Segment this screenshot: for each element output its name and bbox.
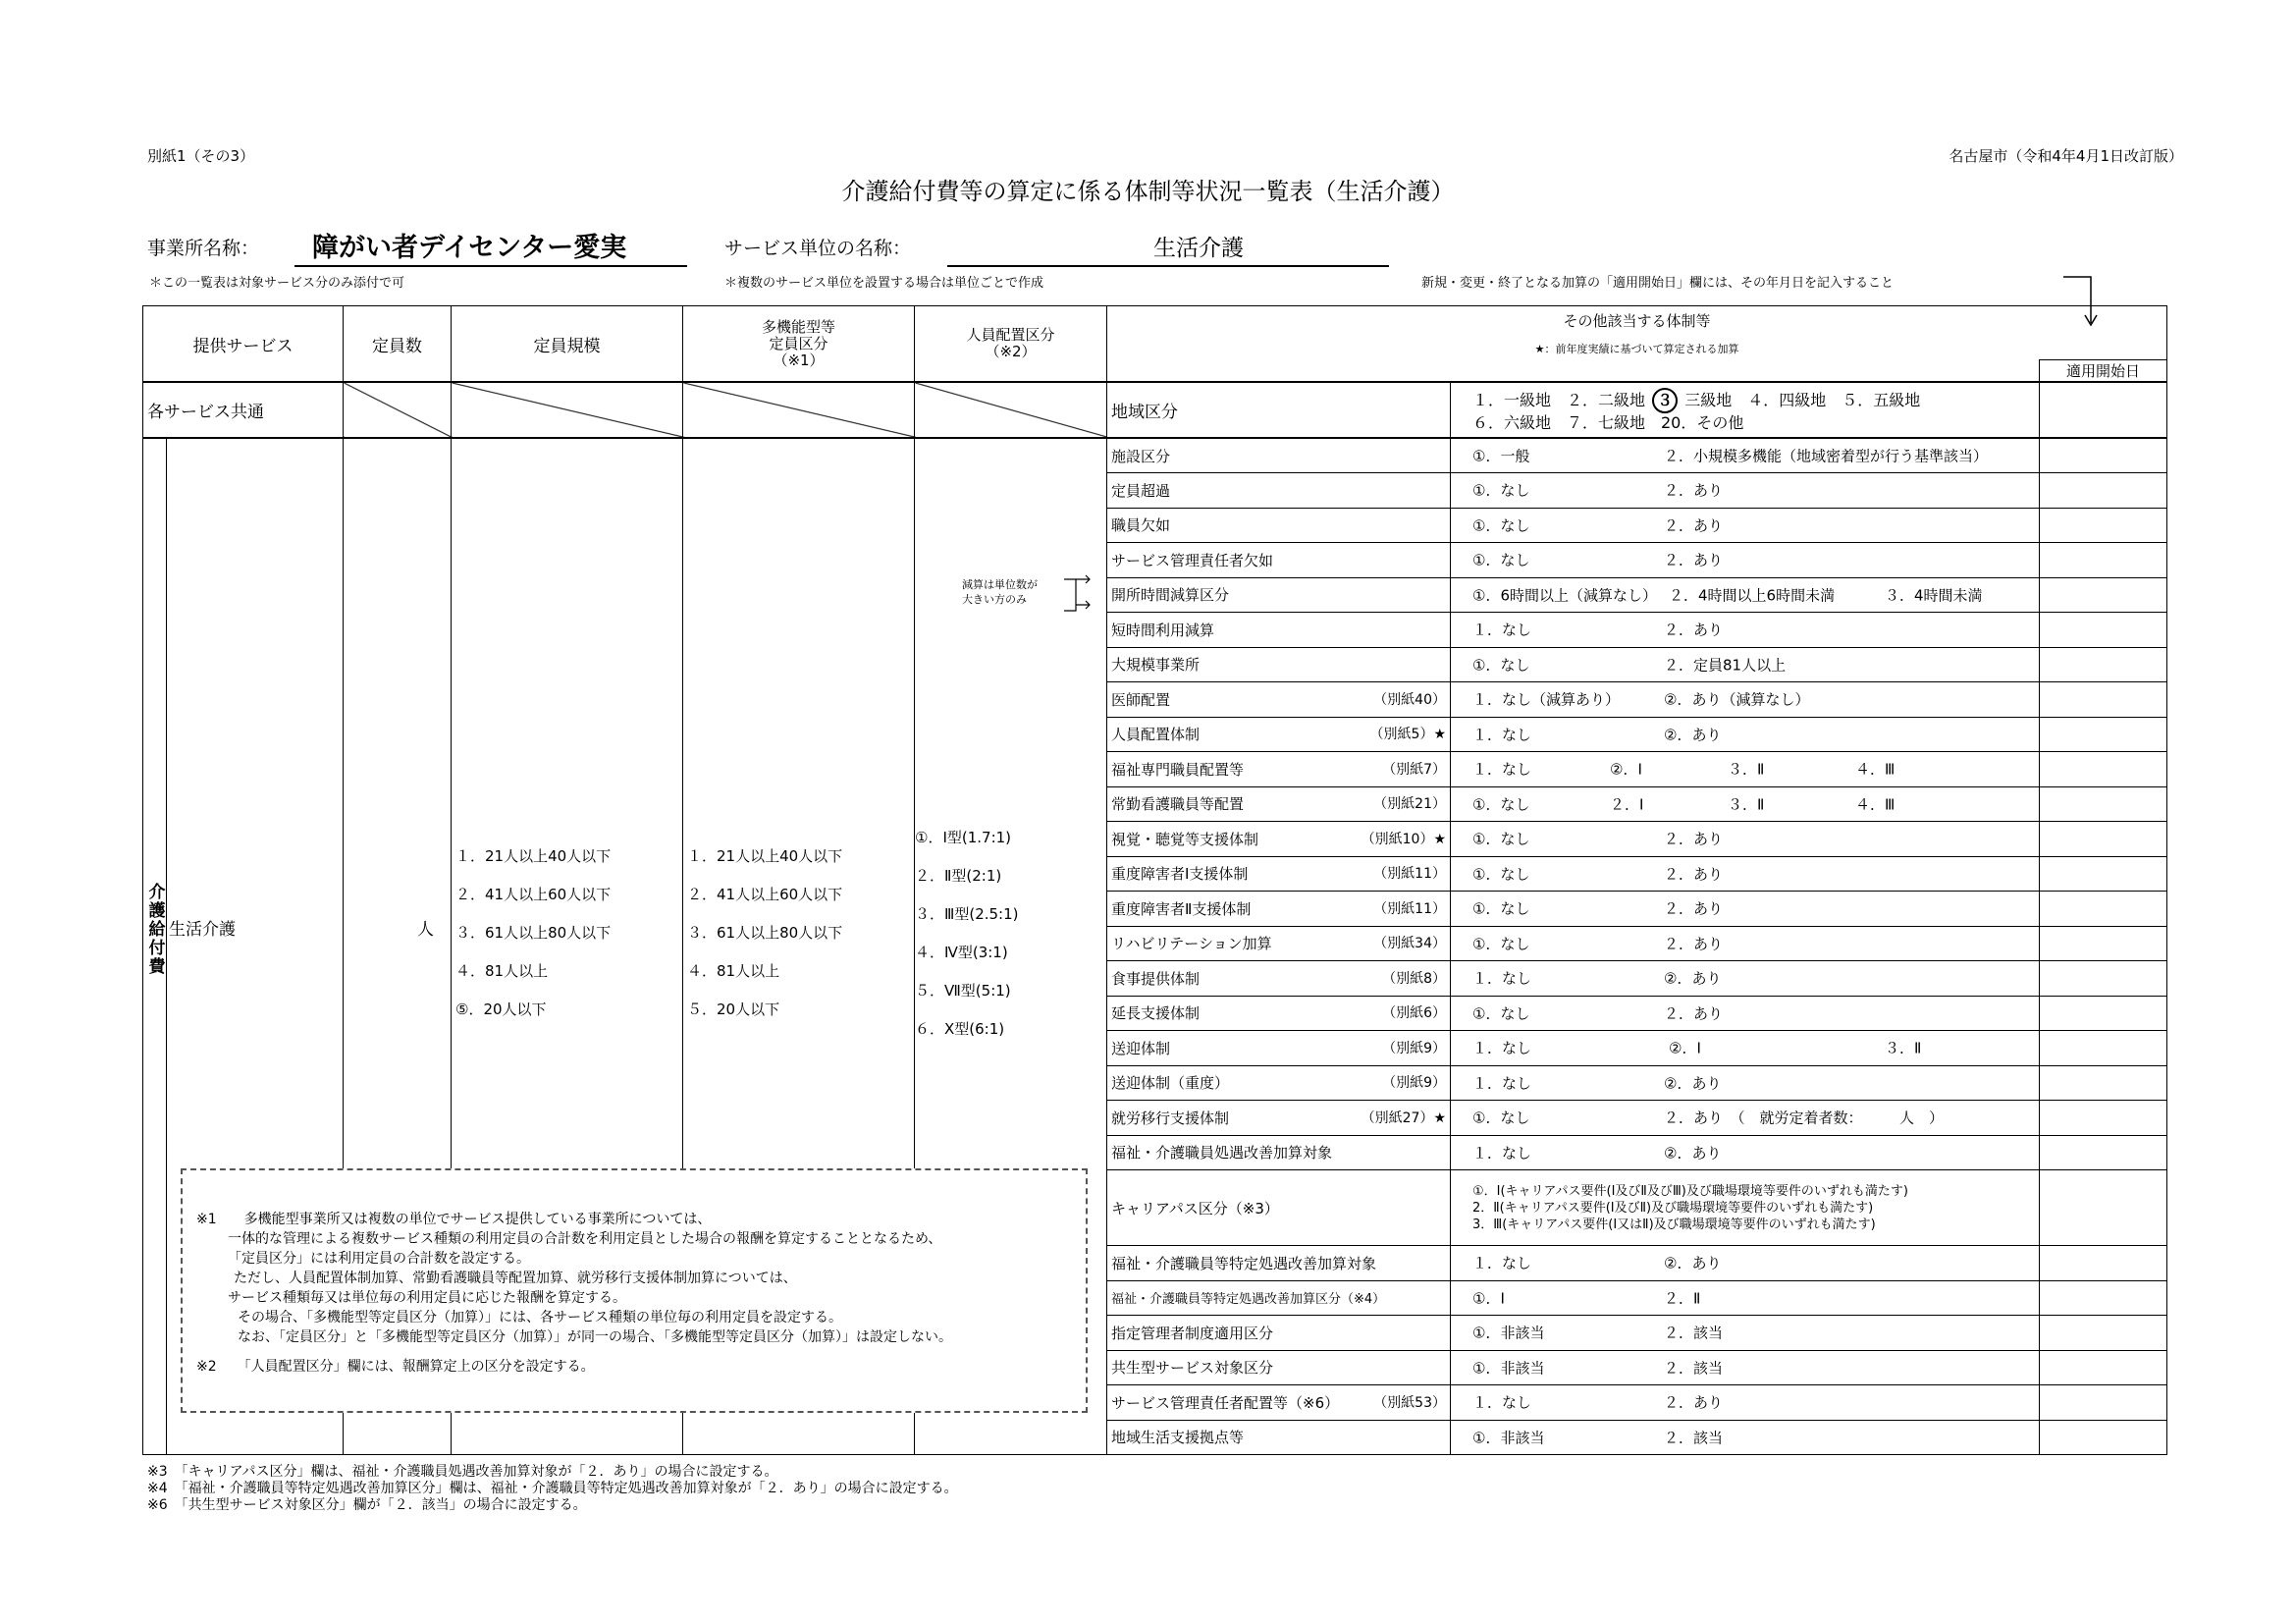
col-staff-header <box>915 306 1107 383</box>
item-options[interactable] <box>1451 1101 2040 1136</box>
item-options[interactable] <box>1451 856 2040 892</box>
item-option[interactable]: ３．4時間未満 <box>1885 586 1983 605</box>
footnote-6: ※6 「共生型サービス対象区分」欄が「２．該当」の場合に設定する。 <box>147 1497 587 1513</box>
career-path-option[interactable]: 3．Ⅲ(キャリアパス要件(Ⅰ又はⅡ)及び職場環境等要件のいずれも満たす) <box>1472 1217 1876 1232</box>
option-staff-3[interactable]: ４．Ⅳ型(3:1) <box>915 944 1008 961</box>
item-options[interactable] <box>1451 1135 2040 1170</box>
item-start-date[interactable] <box>2040 438 2167 473</box>
item-option[interactable]: ２．あり <box>1664 935 1724 953</box>
item-label <box>1107 508 1451 543</box>
item-start-date[interactable] <box>2040 577 2167 613</box>
common-staff-slash <box>915 382 1107 438</box>
item-ref: （別紙11） <box>1373 866 1446 883</box>
item-option[interactable]: ①．非該当 <box>1472 1359 1545 1378</box>
option-staff-4[interactable]: ５．Ⅶ型(5:1) <box>915 982 1011 1000</box>
item-start-date[interactable] <box>2040 961 2167 997</box>
item-start-date[interactable] <box>2040 822 2167 857</box>
item-option[interactable]: ２．あり <box>1664 865 1724 884</box>
item-ref: （別紙53） <box>1373 1394 1446 1411</box>
option-multi-0[interactable]: １．21人以上40人以下 <box>687 847 843 865</box>
item-label-text: 職員欠如 <box>1111 516 1171 535</box>
reduction-note-line2: 大きい方のみ <box>962 593 1027 606</box>
item-option[interactable]: ２．該当 <box>1664 1324 1724 1342</box>
col-staff-header-line2: （※2） <box>985 343 1037 360</box>
item-option[interactable]: ②．あり <box>1664 1074 1722 1093</box>
item-option[interactable]: ２．あり <box>1664 899 1724 918</box>
col-scale-header: 定員規模 <box>452 306 683 383</box>
item-start-date[interactable] <box>2040 1280 2167 1316</box>
col-other-header <box>1107 306 2167 360</box>
item-label <box>1107 961 1451 997</box>
item-start-date[interactable] <box>2040 752 2167 787</box>
office-label: 事業所名称： <box>147 238 260 259</box>
item-option[interactable]: ２．あり <box>1664 516 1724 535</box>
item-option[interactable]: ②．Ⅰ <box>1610 760 1642 779</box>
service-name: 生活介護 <box>169 920 236 940</box>
item-label <box>1107 786 1451 822</box>
item-ref: （別紙21） <box>1373 796 1446 813</box>
option-scale-0[interactable]: １．21人以上40人以下 <box>455 847 612 865</box>
item-option[interactable]: ２．4時間以上6時間未満 <box>1669 586 1836 605</box>
option-staff-1[interactable]: ２．Ⅱ型(2:1) <box>915 867 1002 885</box>
item-option[interactable]: ２．あり <box>1664 830 1724 848</box>
item-option[interactable]: ②．あり（減算なし） <box>1664 690 1810 709</box>
staff-options[interactable] <box>915 819 1019 1049</box>
item-options[interactable] <box>1451 1350 2040 1385</box>
item-label <box>1107 1101 1451 1136</box>
item-label <box>1107 438 1451 473</box>
item-ref: （別紙5）★ <box>1369 727 1446 743</box>
item-start-date[interactable] <box>2040 1101 2167 1136</box>
area-class-label: 地域区分 <box>1107 382 1451 438</box>
item-options[interactable] <box>1451 613 2040 648</box>
item-options[interactable] <box>1451 577 2040 613</box>
item-start-date[interactable] <box>2040 856 2167 892</box>
item-option[interactable]: ４．Ⅲ <box>1855 795 1896 814</box>
item-ref: （別紙11） <box>1373 900 1446 917</box>
item-option[interactable]: ①．非該当 <box>1472 1324 1545 1342</box>
area-class-options[interactable] <box>1451 382 2040 438</box>
area-options-line2: ６．六級地 ７．七級地 20．その他 <box>1472 413 1744 432</box>
option-scale-2[interactable]: ３．61人以上80人以下 <box>455 924 612 942</box>
item-start-date[interactable] <box>2040 1031 2167 1066</box>
item-start-date[interactable] <box>2040 1316 2167 1351</box>
item-label-text: 医師配置 <box>1111 690 1171 709</box>
common-capacity-slash <box>344 382 452 438</box>
career-path-start-date[interactable] <box>2040 1170 2167 1246</box>
option-staff-5[interactable]: ６．Ⅹ型(6:1) <box>915 1020 1005 1038</box>
item-option[interactable]: １．なし <box>1472 1393 1532 1412</box>
item-options[interactable] <box>1451 1420 2040 1455</box>
item-option[interactable]: ３．Ⅱ <box>1885 1039 1922 1057</box>
note-box-line2: 一体的な管理による複数サービス種類の利用定員の合計数を利用定員とした場合の報酬を算定することとなるため、 <box>228 1231 942 1247</box>
note-box-line5: サービス種類毎又は単位毎の利用定員に応じた報酬を算定する。 <box>228 1290 626 1306</box>
footnote-3: ※3 「キャリアパス区分」欄は、福祉・介護職員処遇改善加算対象が「２．あり」の場合に設定する。 <box>147 1464 778 1480</box>
item-label-text: 人員配置体制 <box>1111 726 1201 744</box>
item-option[interactable]: ２．あり <box>1664 1393 1724 1412</box>
option-scale-3[interactable]: ４．81人以上 <box>455 962 549 980</box>
item-options[interactable] <box>1451 752 2040 787</box>
item-label <box>1107 856 1451 892</box>
item-option[interactable]: ①．なし <box>1472 481 1530 500</box>
career-path-label: キャリアパス区分（※3） <box>1107 1170 1451 1246</box>
col-other-header-title: その他該当する体制等 <box>1563 311 1711 330</box>
col-multi-header-line2: 定員区分 <box>769 334 828 352</box>
item-options[interactable] <box>1451 717 2040 752</box>
notes-box <box>181 1168 1088 1413</box>
item-option[interactable]: ①．なし <box>1472 899 1530 918</box>
item-options[interactable] <box>1451 786 2040 822</box>
item-label-text: 開所時間減算区分 <box>1111 586 1230 605</box>
item-options[interactable] <box>1451 1031 2040 1066</box>
item-option[interactable]: ①．なし <box>1472 1004 1530 1023</box>
item-label-text: サービス管理責任者欠如 <box>1111 551 1274 569</box>
item-label <box>1107 682 1451 718</box>
item-option[interactable]: ②．あり <box>1664 726 1722 744</box>
item-option[interactable]: ２．あり <box>1664 481 1724 500</box>
col-other-header-note: ★：前年度実績に基づいて算定される加算 <box>1534 342 1739 355</box>
unit-underline <box>947 265 1389 267</box>
item-ref: （別紙8） <box>1382 970 1446 987</box>
item-option[interactable]: ①．なし <box>1472 1109 1530 1127</box>
option-scale-1[interactable]: ２．41人以上60人以下 <box>455 886 612 903</box>
item-option[interactable]: ②．あり <box>1664 969 1722 988</box>
item-option[interactable]: ①．一般 <box>1472 447 1530 465</box>
item-option[interactable]: ２．Ⅱ <box>1664 1289 1701 1308</box>
item-options[interactable] <box>1451 1316 2040 1351</box>
item-label <box>1107 473 1451 509</box>
reduction-note-line1: 減算は単位数が <box>962 578 1038 591</box>
item-option[interactable]: １．なし <box>1472 1144 1532 1163</box>
item-label-text: 食事提供体制 <box>1111 969 1201 988</box>
item-option[interactable]: ①．非該当 <box>1472 1429 1545 1447</box>
item-option[interactable]: ２．あり <box>1664 551 1724 569</box>
page-title: 介護給付費等の算定に係る体制等状況一覧表（生活介護） <box>841 178 1455 205</box>
col-start-date-header: 適用開始日 <box>2040 360 2167 383</box>
col-multi-header-line1: 多機能型等 <box>761 317 835 336</box>
item-option[interactable]: ２．Ⅰ <box>1610 795 1644 814</box>
item-label-text: 地域生活支援拠点等 <box>1111 1429 1245 1447</box>
item-option[interactable]: ①．6時間以上（減算なし） <box>1472 586 1657 605</box>
item-option[interactable]: ①．なし <box>1472 830 1530 848</box>
item-label-text: 共生型サービス対象区分 <box>1111 1359 1274 1378</box>
item-start-date[interactable] <box>2040 613 2167 648</box>
item-option[interactable]: ２．定員81人以上 <box>1664 656 1787 675</box>
item-label <box>1107 1246 1451 1281</box>
item-options[interactable] <box>1451 647 2040 682</box>
item-start-date[interactable] <box>2040 996 2167 1031</box>
col-multi-header <box>683 306 915 383</box>
item-option[interactable]: ２．該当 <box>1664 1429 1724 1447</box>
item-options[interactable] <box>1451 508 2040 543</box>
item-start-date[interactable] <box>2040 647 2167 682</box>
item-label-text: 施設区分 <box>1111 447 1171 465</box>
item-label-text: 視覚・聴覚等支援体制 <box>1111 830 1259 848</box>
item-label <box>1107 822 1451 857</box>
item-options[interactable] <box>1451 996 2040 1031</box>
item-start-date[interactable] <box>2040 1246 2167 1281</box>
item-label <box>1107 996 1451 1031</box>
item-start-date[interactable] <box>2040 1385 2167 1421</box>
item-label-text: 延長支援体制 <box>1111 1004 1201 1023</box>
item-option[interactable]: ３．Ⅱ <box>1728 760 1765 779</box>
item-ref: （別紙9） <box>1382 1075 1446 1092</box>
unit-name: 生活介護 <box>1153 236 1244 261</box>
item-label-text: 福祉・介護職員処遇改善加算対象 <box>1111 1144 1333 1163</box>
item-option[interactable]: ２．あり （ 就労定着者数： 人 ） <box>1664 1109 1945 1127</box>
item-option[interactable]: １．なし <box>1472 1039 1532 1057</box>
item-options[interactable] <box>1451 822 2040 857</box>
item-option[interactable]: １．なし <box>1472 1074 1532 1093</box>
item-label <box>1107 1135 1451 1170</box>
col-multi-header-line3: （※1） <box>773 351 825 369</box>
item-option[interactable]: １．なし <box>1472 726 1532 744</box>
capacity-unit: 人 <box>417 920 434 940</box>
office-underline <box>294 265 687 267</box>
option-multi-1[interactable]: ２．41人以上60人以下 <box>687 886 843 903</box>
item-option[interactable]: ①．なし <box>1472 551 1530 569</box>
item-start-date[interactable] <box>2040 1420 2167 1455</box>
career-path-option[interactable]: 2．Ⅱ(キャリアパス要件(Ⅰ及びⅡ)及び職場環境等要件のいずれも満たす) <box>1472 1200 1874 1216</box>
common-scale-slash <box>452 382 683 438</box>
item-label-text: 大規模事業所 <box>1111 656 1201 675</box>
common-row-label: 各サービス共通 <box>143 382 344 438</box>
career-path-option[interactable]: ①．Ⅰ(キャリアパス要件(Ⅰ及びⅡ及びⅢ)及び職場環境等要件のいずれも満たす) <box>1472 1183 1908 1199</box>
item-option[interactable]: ②．Ⅰ <box>1669 1039 1701 1057</box>
item-label <box>1107 752 1451 787</box>
option-multi-3[interactable]: ４．81人以上 <box>687 962 780 980</box>
item-option[interactable]: ①．なし <box>1472 795 1530 814</box>
item-options[interactable] <box>1451 926 2040 961</box>
item-option[interactable]: ①．なし <box>1472 516 1530 535</box>
option-scale-4[interactable]: ⑤．20人以下 <box>455 1001 547 1018</box>
item-label-text: サービス管理責任者配置等（※6） <box>1111 1393 1340 1412</box>
item-option[interactable]: １．なし（減算あり） <box>1472 690 1621 709</box>
item-option[interactable]: １．なし <box>1472 621 1532 639</box>
col-capacity-header: 定員数 <box>344 306 452 383</box>
item-options[interactable] <box>1451 1246 2040 1281</box>
item-start-date[interactable] <box>2040 1350 2167 1385</box>
item-ref: （別紙7） <box>1382 761 1446 778</box>
area-selected-circle: ３ <box>1652 388 1678 413</box>
bracket-arrow-icon <box>1062 568 1094 617</box>
item-start-date[interactable] <box>2040 786 2167 822</box>
item-label-text: 福祉・介護職員等特定処遇改善加算区分（※4） <box>1111 1292 1386 1308</box>
item-option[interactable]: ４．Ⅲ <box>1855 760 1896 779</box>
item-ref: （別紙10）★ <box>1361 831 1446 847</box>
item-label <box>1107 1031 1451 1066</box>
reduction-note <box>962 577 1038 607</box>
scale-options[interactable] <box>455 838 611 1029</box>
item-option[interactable]: ①．なし <box>1472 865 1530 884</box>
item-start-date[interactable] <box>2040 926 2167 961</box>
item-options[interactable] <box>1451 473 2040 509</box>
item-option[interactable]: ②．あり <box>1664 1254 1722 1272</box>
note-box-line1: ※1 多機能型事業所又は複数の単位でサービス提供している事業所については、 <box>196 1212 712 1227</box>
note-box-line6: その場合、「多機能型等定員区分（加算）」には、各サービス種類の単位毎の利用定員を設定する。 <box>238 1310 842 1325</box>
item-label-text: 送迎体制（重度） <box>1111 1074 1230 1093</box>
item-options[interactable] <box>1451 1065 2040 1101</box>
item-ref: （別紙9） <box>1382 1040 1446 1056</box>
item-start-date[interactable] <box>2040 508 2167 543</box>
item-option[interactable]: ②．あり <box>1664 1144 1722 1163</box>
item-label-text: 短時間利用減算 <box>1111 621 1215 639</box>
category-vertical <box>143 422 167 1436</box>
item-label <box>1107 613 1451 648</box>
option-multi-4[interactable]: ５．20人以下 <box>687 1001 780 1018</box>
item-ref: （別紙27）★ <box>1361 1109 1446 1126</box>
career-path-options[interactable] <box>1451 1170 2040 1246</box>
unit-label: サービス単位の名称： <box>724 238 912 259</box>
item-label-text: 福祉専門職員配置等 <box>1111 760 1245 779</box>
item-label <box>1107 1280 1451 1316</box>
note-start-date: 新規・変更・終了となる加算の「適用開始日」欄には、その年月日を記入すること <box>1421 276 1895 291</box>
item-label-text: 送迎体制 <box>1111 1039 1171 1057</box>
item-label <box>1107 1065 1451 1101</box>
col-staff-header-line1: 人員配置区分 <box>966 326 1055 344</box>
item-options[interactable] <box>1451 682 2040 718</box>
item-start-date[interactable] <box>2040 1135 2167 1170</box>
item-option[interactable]: １．なし <box>1472 969 1532 988</box>
area-options-a: １．一級地 ２．二級地 <box>1472 391 1646 409</box>
item-option[interactable]: ①．Ⅰ <box>1472 1289 1505 1308</box>
multi-options[interactable] <box>687 838 842 1029</box>
category-label: 介護給付費 <box>144 883 165 976</box>
item-label-text: 重度障害者Ⅰ支援体制 <box>1111 865 1249 884</box>
item-label-text: 定員超過 <box>1111 481 1171 500</box>
item-options[interactable] <box>1451 892 2040 927</box>
area-options-b: 三級地 ４．四級地 ５．五級地 <box>1684 391 1921 409</box>
item-label-text: 指定管理者制度適用区分 <box>1111 1324 1274 1342</box>
item-ref: （別紙34） <box>1373 936 1446 952</box>
item-label <box>1107 1385 1451 1421</box>
note-box-line7: なお、「定員区分」と「多機能型等定員区分（加算）」が同一の場合、「多機能型等定員区分（加算）」は設定しない。 <box>238 1329 952 1345</box>
item-label-text: 常勤看護職員等配置 <box>1111 795 1245 814</box>
item-start-date[interactable] <box>2040 543 2167 578</box>
document-ref-right: 名古屋市（令和4年4月1日改訂版） <box>1949 147 2183 165</box>
item-label <box>1107 892 1451 927</box>
common-multi-slash <box>683 382 915 438</box>
note-box-line3: 「定員区分」には利用定員の合計数を設定する。 <box>228 1251 530 1267</box>
item-label-text: 福祉・介護職員等特定処遇改善加算対象 <box>1111 1254 1377 1272</box>
item-option[interactable]: １．なし <box>1472 760 1532 779</box>
item-option[interactable]: １．なし <box>1472 1254 1532 1272</box>
office-name: 障がい者デイセンター愛実 <box>312 233 627 263</box>
col-service-header: 提供サービス <box>143 306 344 383</box>
item-label <box>1107 577 1451 613</box>
item-options[interactable] <box>1451 961 2040 997</box>
item-label <box>1107 647 1451 682</box>
item-label-text: リハビリテーション加算 <box>1111 935 1272 953</box>
document-ref-left: 別紙1（その3） <box>147 147 255 165</box>
item-label <box>1107 543 1451 578</box>
area-start-date[interactable] <box>2040 382 2167 438</box>
item-option[interactable]: ２．小規模多機能（地域密着型が行う基準該当） <box>1664 447 1989 465</box>
footnote-4: ※4 「福祉・介護職員等特定処遇改善加算区分」欄は、福祉・介護職員等特定処遇改善加算対象が「２．あり」の場合に設定する。 <box>147 1481 958 1496</box>
item-ref: （別紙6） <box>1382 1005 1446 1022</box>
item-label <box>1107 926 1451 961</box>
note-box-line4: ただし、人員配置体制加算、常勤看護職員等配置加算、就労移行支援体制加算については、 <box>234 1271 797 1286</box>
item-options[interactable] <box>1451 543 2040 578</box>
item-option[interactable]: ２．該当 <box>1664 1359 1724 1378</box>
option-staff-0[interactable]: ①．Ⅰ型(1.7:1) <box>915 829 1012 846</box>
item-option[interactable]: ３．Ⅱ <box>1728 795 1765 814</box>
item-option[interactable]: ①．なし <box>1472 935 1530 953</box>
item-label <box>1107 1316 1451 1351</box>
item-options[interactable] <box>1451 1280 2040 1316</box>
option-staff-2[interactable]: ３．Ⅲ型(2.5:1) <box>915 905 1019 923</box>
item-label <box>1107 1420 1451 1455</box>
item-ref: （別紙40） <box>1373 691 1446 708</box>
item-options[interactable] <box>1451 1385 2040 1421</box>
item-start-date[interactable] <box>2040 717 2167 752</box>
option-multi-2[interactable]: ３．61人以上80人以下 <box>687 924 843 942</box>
item-start-date[interactable] <box>2040 1065 2167 1101</box>
item-option[interactable]: ２．あり <box>1664 621 1724 639</box>
item-options[interactable] <box>1451 438 2040 473</box>
note-multiple-units: ＊複数のサービス単位を設置する場合は単位ごとで作成 <box>724 276 1044 291</box>
item-start-date[interactable] <box>2040 473 2167 509</box>
item-option[interactable]: ①．なし <box>1472 656 1530 675</box>
item-label <box>1107 717 1451 752</box>
item-label-text: 重度障害者Ⅱ支援体制 <box>1111 899 1252 918</box>
note-attachment: ＊この一覧表は対象サービス分のみ添付で可 <box>149 276 405 291</box>
item-start-date[interactable] <box>2040 682 2167 718</box>
item-start-date[interactable] <box>2040 892 2167 927</box>
item-label <box>1107 1350 1451 1385</box>
item-option[interactable]: ２．あり <box>1664 1004 1724 1023</box>
item-label-text: 就労移行支援体制 <box>1111 1109 1230 1127</box>
note-box-line8: ※2 「人員配置区分」欄には、報酬算定上の区分を設定する。 <box>196 1359 595 1375</box>
